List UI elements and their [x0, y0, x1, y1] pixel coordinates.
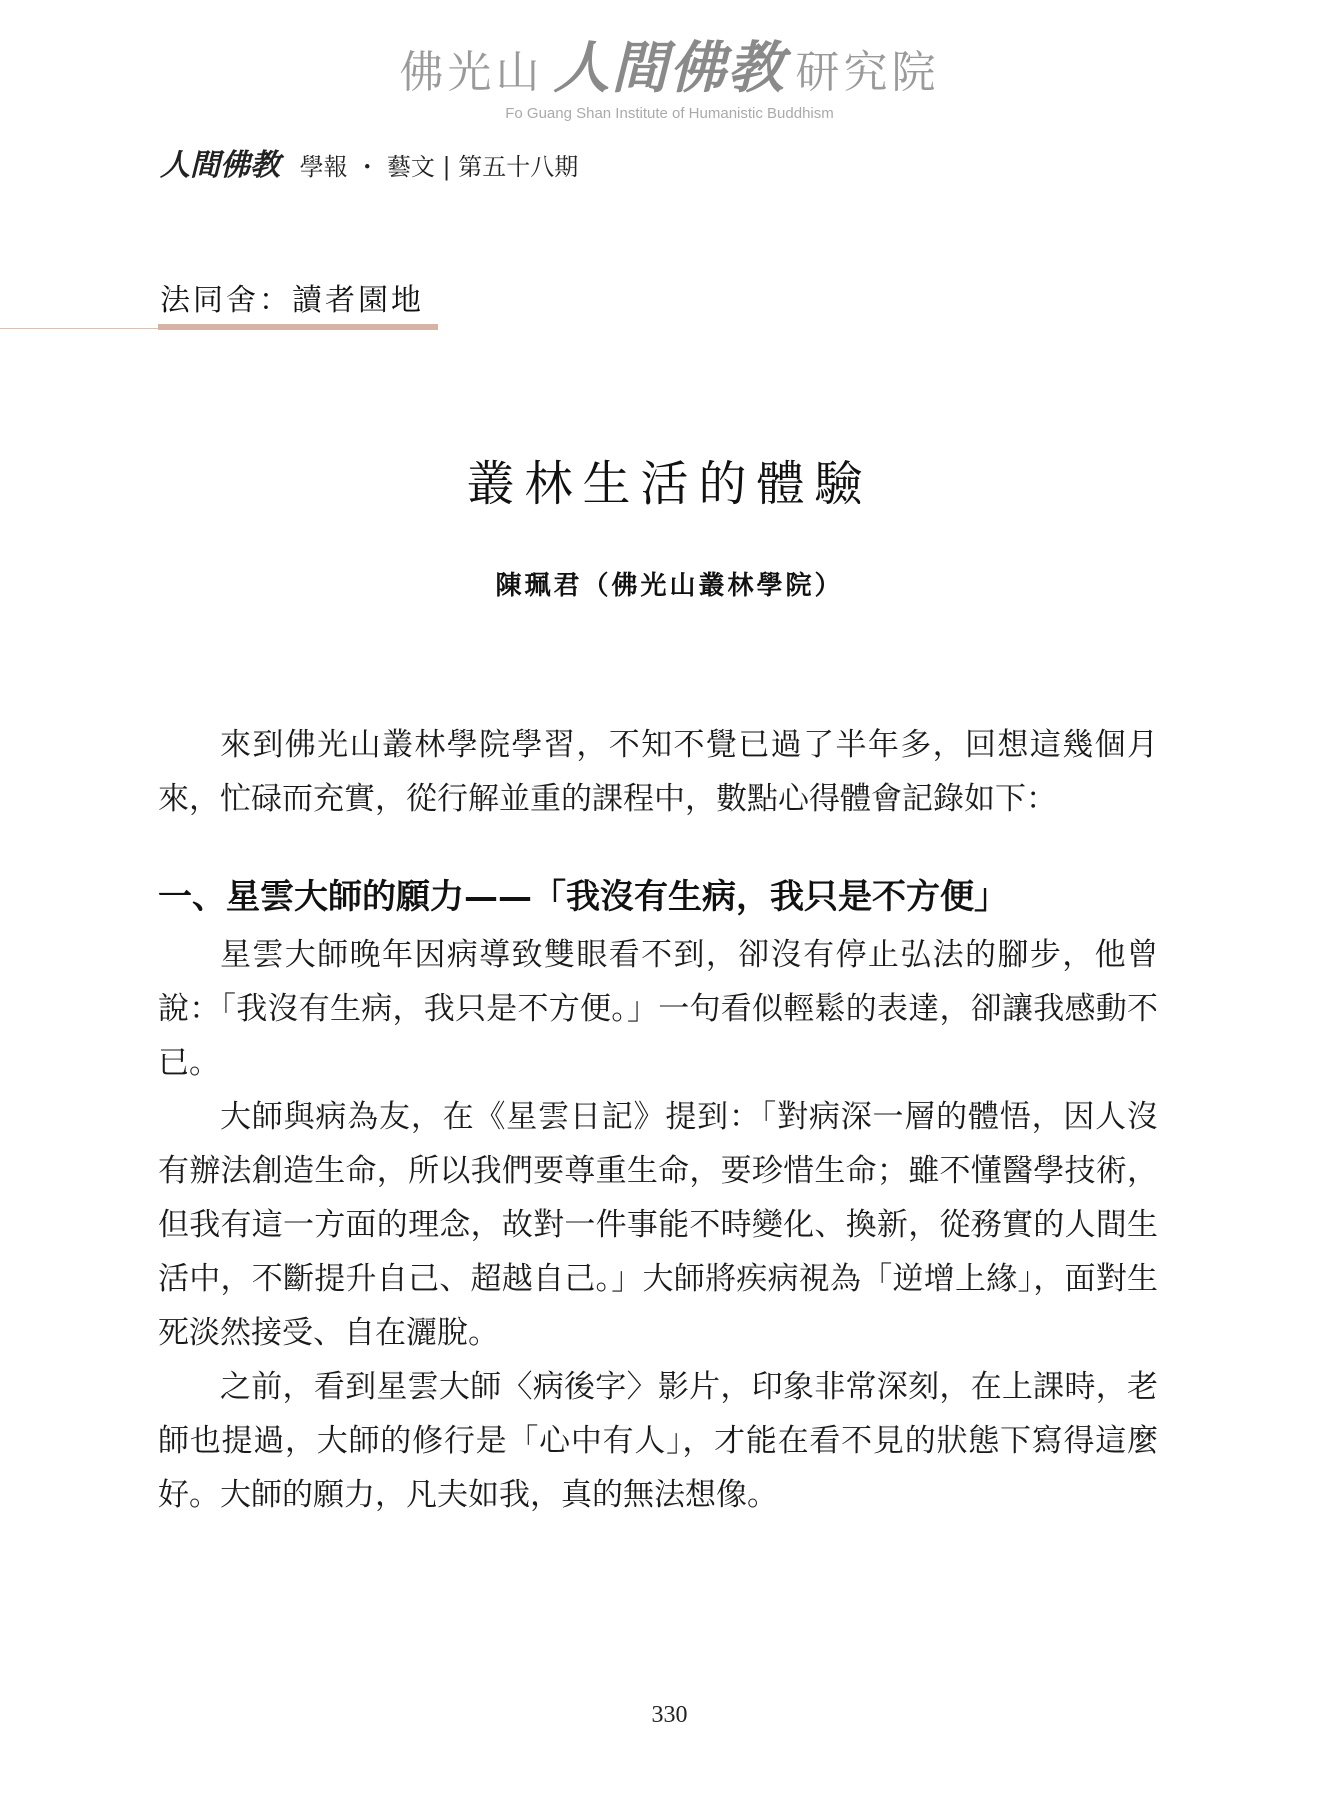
journal-info: 學報 ・ 藝文 | 第五十八期: [299, 153, 579, 181]
page-number: 330: [651, 1702, 688, 1728]
article-body: [158, 718, 1158, 1522]
institute-name-right: 研究院: [795, 47, 940, 98]
body-paragraph-3: 之前，看到星雲大師〈病後字〉影片，印象非常深刻，在上課時，老師也提過，大師的修行是「心中有人」，才能在看不見的狀態下寫得這麼好。大師的願力，凡夫如我，真的無法想像。: [158, 1369, 1158, 1513]
article-author: 陳珮君（佛光山叢林學院）: [495, 571, 844, 601]
institute-header: [0, 35, 1339, 122]
institute-english-name: Fo Guang Shan Institute of Humanistic Buddhism: [505, 105, 834, 122]
intro-paragraph: 來到佛光山叢林學院學習，不知不覺已過了半年多，回想這幾個月來，忙碌而充實，從行解並重的課程中，數點心得體會記錄如下：: [158, 727, 1158, 817]
institute-logo: 人間佛教: [553, 35, 786, 101]
article-title: 叢林生活的體驗: [466, 456, 873, 512]
section-divider-accent: [158, 324, 438, 330]
journal-header: [160, 140, 578, 184]
body-paragraph-1: 星雲大師晚年因病導致雙眼看不到，卻沒有停止弘法的腳步，他曾說：「我沒有生病，我只是不方便。」一句看似輕鬆的表達，卻讓我感動不已。: [158, 937, 1158, 1081]
institute-title: [0, 35, 1339, 101]
section-label: 法同舍：讀者園地: [160, 283, 424, 318]
journal-logo: 人間佛教: [160, 148, 280, 183]
section-heading-1: 一、星雲大師的願力——「我沒有生病，我只是不方便」: [158, 877, 1008, 917]
body-paragraph-2: 大師與病為友，在《星雲日記》提到：「對病深一層的體悟，因人沒有辦法創造生命，所以我們要尊重生命，要珍惜生命；雖不懂醫學技術，但我有這一方面的理念，故對一件事能不時變化、換新，從務實的人間生活中，不斷提升自己、超越自己。」大師將疾病視為「逆增上緣」，面對生死淡然接受、自在灑脫。: [158, 1099, 1158, 1351]
institute-name-left: 佛光山: [399, 47, 544, 98]
